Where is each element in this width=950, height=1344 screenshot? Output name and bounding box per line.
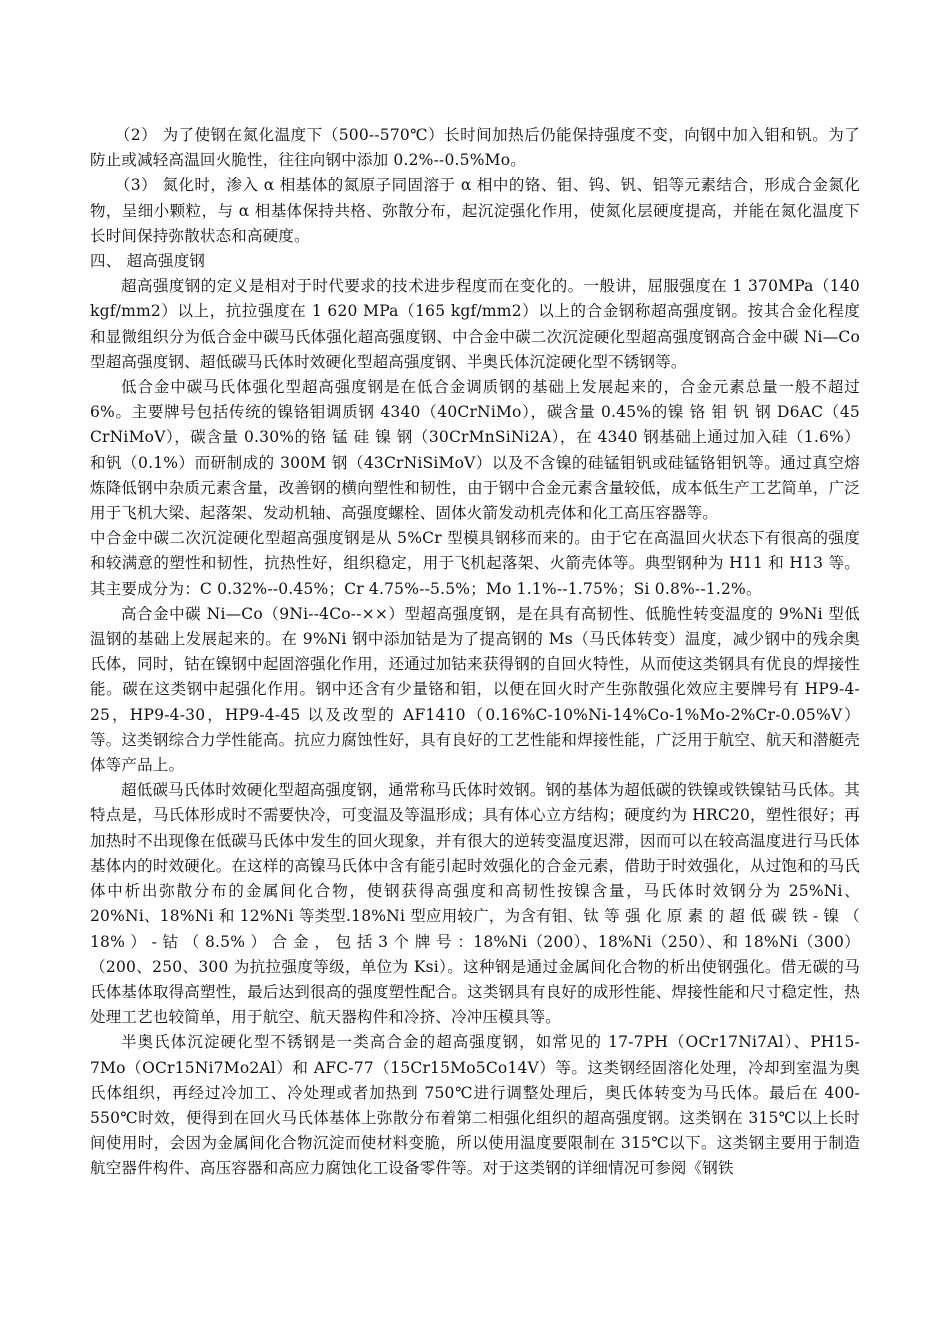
paragraph-semi-austenitic-stainless-steel: 半奥氏体沉淀硬化型不锈钢是一类高合金的超高强度钢，如常见的 17-7PH（OCr17Ni7Al）、PH15-7Mo（OCr15Ni7Mo2Al）和 AFC-77（15Cr15Mo5Co14V）等。这类钢经固溶化处理，冷却到室温为奥氏体组织，再经过冷加工、冷处理或者加热到 750℃进行调整处理后，奥氏体转变为马氏体。最后在 400-550℃时效，便得到在回火马氏体基体上弥散分布着第二相强化组织的超高强度钢。这类钢在 315℃以上长时间使用时，会因为金属间化合物沉淀而使材料变脆，所以使用温度要限制在 315℃以下。这类钢主要用于制造航空器件构件、高压容器和高应力腐蚀化工设备零件等。对于这类钢的详细情况可参阅《钢铁 — [90, 1033, 860, 1178]
paragraph-definition: 超高强度钢的定义是相对于时代要求的技术进步程度而在变化的。一般讲，屈服强度在 1 370MPa（140 kgf/mm2）以上，抗拉强度在 1 620 MPa（165 kgf/mm2）以上的合金钢称超高强度钢。按其合金化程度和显微组织分为低合金中碳马氏体强化超高强度钢、中合金中碳二次沉淀硬化型超高强度钢高合金中碳 Ni—Co 型超高强度钢、超低碳马氏体时效硬化型超高强度钢、半奥氏体沉淀硬化型不锈钢等。 — [90, 277, 860, 371]
document-body — [90, 123, 860, 1182]
paragraph-medium-alloy-steel: 中合金中碳二次沉淀硬化型超高强度钢是从 5%Cr 型模具钢移而来的。由于它在高温回火状态下有很高的强度和较满意的塑性和韧性，抗热性好，组织稳定，用于飞机起落架、火箭壳体等。典型钢种为 H11 和 H13 等。其主要成分为：C 0.32%--0.45%；Cr 4.75%--5.5%；Mo 1.1%--1.75%；Si 0.8%--1.2%。 — [90, 529, 860, 598]
paragraph-nitriding-point-3: （3） 氮化时，渗入 α 相基体的氮原子同固溶于 α 相中的铬、钼、钨、钒、铝等元素结合，形成合金氮化物，呈细小颗粒，与 α 相基体保持共格、弥散分布，起沉淀强化作用，使氮化层硬度提高，并能在氮化温度下长时间保持弥散状态和高硬度。 — [90, 176, 860, 245]
paragraph-high-alloy-ni-co-steel: 高合金中碳 Ni—Co（9Ni--4Co--××）型超高强度钢，是在具有高韧性、低脆性转变温度的 9%Ni 型低温钢的基础上发展起来的。在 9%Ni 钢中添加钴是为了提高钢的 Ms（马氏体转变）温度，减少钢中的残余奥氏体，同时，钴在镍钢中起固溶强化作用，还通过加钴来获得钢的自回火特性，从而使这类钢具有优良的焊接性能。碳在这类钢中起强化作用。钢中还含有少量铬和钼，以便在回火时产生弥散强化效应主要牌号有 HP9-4-25，HP9-4-30，HP9-4-45 以及改型的 AF1410（0.16%C-10%Ni-14%Co-1%Mo-2%Cr-0.05%V）等。这类钢综合力学性能高。抗应力腐蚀性好，具有良好的工艺性能和焊接性能，广泛用于航空、航天和潜艇壳体等产品上。 — [90, 604, 860, 775]
paragraph-nitriding-point-2: （2） 为了使钢在氮化温度下（500--570℃）长时间加热后仍能保持强度不变，向钢中加入钼和钒。为了防止或减轻高温回火脆性，往往向钢中添加 0.2%--0.5%Mo。 — [90, 126, 860, 170]
paragraph-maraging-steel: 超低碳马氏体时效硬化型超高强度钢，通常称马氏体时效钢。钢的基体为超低碳的铁镍或铁镍钴马氏体。其特点是，马氏体形成时不需要快冷，可变温及等温形成；具有体心立方结构；硬度约为 HRC20，塑性很好；再加热时不出现像在低碳马氏体中发生的回火现象，并有很大的逆转变温度迟滞，因而可以在较高温度进行马氏体基体内的时效硬化。在这样的高镍马氏体中含有能引起时效强化的合金元素，借助于时效强化，从过饱和的马氏体中析出弥散分布的金属间化合物，使钢获得高强度和高韧性按镍含量，马氏体时效钢分为 25%Ni、20%Ni、18%Ni 和 12%Ni 等类型.18%Ni 型应用较广，为含有钼、钛 等 强 化 原 素 的 超 低 碳 铁 - 镍 （ 18% ） - 钴 （ 8.5% ） 合 金 ， 包 括 3 个 牌 号 ：18%Ni（200）、18%Ni（250）、和 18%Ni（300）（200、250、300 为抗拉强度等级，单位为 Ksi）。这种钢是通过金属间化合物的析出使钢强化。借无碳的马氏体基体取得高塑性，最后达到很高的强度塑性配合。这类钢具有良好的成形性能、焊接性能和尺寸稳定性，热处理工艺也较简单，用于航空、航天器构件和冷挤、冷冲压模具等。 — [90, 781, 860, 1027]
section-heading-ultra-high-strength-steel: 四、 超高强度钢 — [90, 252, 206, 271]
paragraph-low-alloy-steel: 低合金中碳马氏体强化型超高强度钢是在低合金调质钢的基础上发展起来的，合金元素总量一般不超过 6%。主要牌号包括传统的镍铬钼调质钢 4340（40CrNiMo），碳含量 0.45%的镍 铬 钼 钒 钢 D6AC（45 CrNiMoV），碳含量 0.30%的铬 锰 硅 镍 钢（30CrMnSiNi2A），在 4340 钢基础上通过加入硅（1.6%）和钒（0.1%）而研制成的 300M 钢（43CrNiSiMoV）以及不含镍的硅锰钼钒或硅锰铬钼钒等。通过真空熔炼降低钢中杂质元素含量，改善钢的横向塑性和韧性，由于钢中合金元素含量较低，成本低生产工艺简单，广泛用于飞机大梁、起落架、发动机轴、高强度螺栓、固体火箭发动机壳体和化工高压容器等。 — [90, 378, 860, 523]
